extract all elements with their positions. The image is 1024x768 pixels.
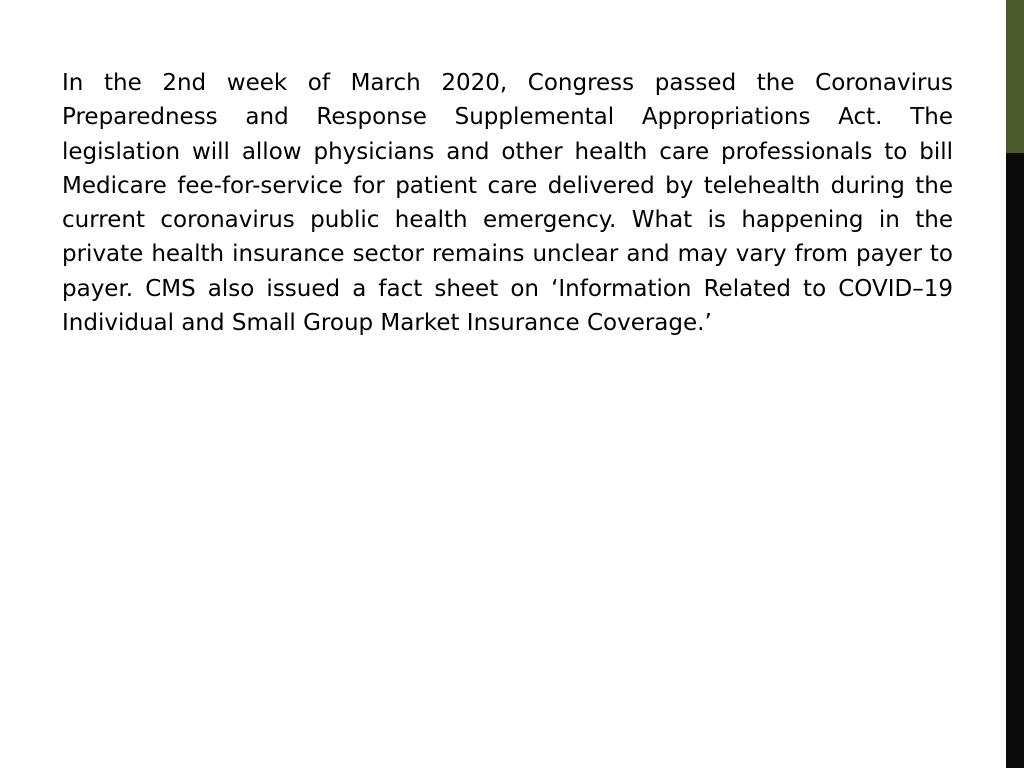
side-accent-block bbox=[1006, 0, 1024, 153]
slide-body-text: In the 2nd week of March 2020, Congress passed the Coronavirus Preparedness and Response Supplemental Appropriations Act. The legislation will allow physicians and other health care professionals to bill Medicare fee-for-service for patient care delivered by telehealth during the current coronavirus public health emergency. What is happening in the private health insurance sector remains unclear and may vary from payer to payer. CMS also issued a fact sheet on ‘Information Related to COVID–19 Individual and Small Group Market Insurance Coverage.’ bbox=[62, 70, 953, 337]
